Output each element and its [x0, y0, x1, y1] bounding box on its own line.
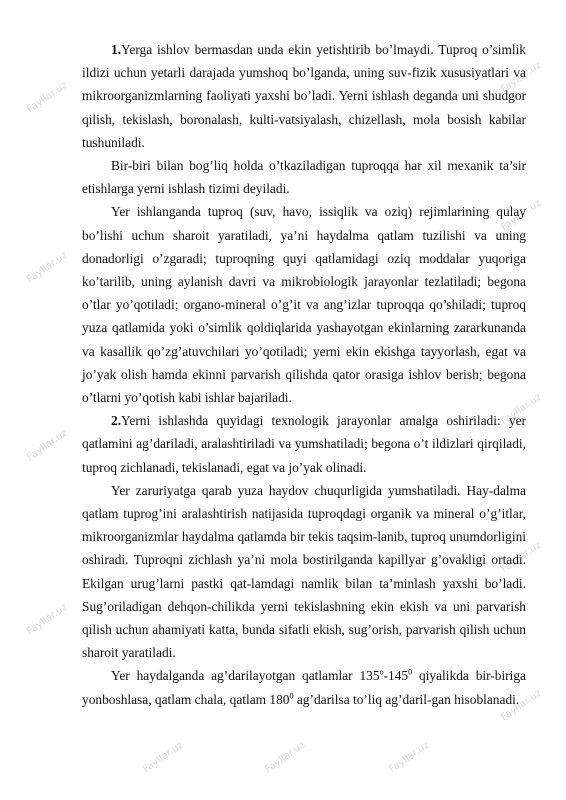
paragraph-text: qiyalikda bir-biriga yonboshlasa, qatlam chala, qatlam 180 — [82, 668, 527, 707]
watermark: Fayllar.uz — [499, 391, 544, 428]
watermark: Fayllar.uz — [499, 539, 544, 576]
degree-superscript: 0 — [289, 691, 294, 701]
degree-superscript: 0 — [408, 668, 413, 678]
paragraph-text: Yerga ishlov bermasdan unda ekin yetishtirib bo’lmaydi. Tuproq o’simlik ildizi uchun yetarli darajada yumshoq bo’lganda, uning suv-fizik xususiyatlari va mikroorganizmlarning faoliyati yaxshi bo’ladi. Yerni ishlash deganda uni shudgor qilish, tekislash, boronalash, kulti-vatsiyalash, chizellash, mola bosish kabilar tushuniladi. — [82, 42, 526, 150]
paragraph-2 — [82, 154, 526, 200]
paragraph-5 — [82, 479, 526, 665]
watermark: Fayllar.uz — [25, 601, 70, 638]
watermark: Fayllar.uz — [499, 59, 544, 96]
document-body — [82, 38, 526, 711]
paragraph-4 — [82, 409, 526, 479]
paragraph-text: Yer zaruriyatga qarab yuza haydov chuqurligida yumshatiladi. Hay-dalma qatlam tuprog’ini aralashtirish natijasida tuproqdagi organik va mineral o’g’itlar, mikroorganizmlar haydalma qatlamda bir tekis taqsim-lanib, tuproq unumdorligini oshiradi. Tuproqni zichlash ya’ni mola bostirilganda kapillyar g’ovakligi ortadi. Ekilgan urug’larni pastki qat-lamdagi namlik bilan ta’minlash yaxshi bo’ladi. Sug’oriladigan dehqon-chilikda yerni tekislashning ekin ekish va uni parvarish qilish uchun ahamiyati katta, bunda sifatli ekish, sug’orish, parvarish qilish uchun sharoit yaratiladi. — [82, 482, 526, 661]
degree-superscript: o — [379, 668, 384, 678]
paragraph-text: Yer haydalganda ag’darilayotgan qatlamlar 135 — [111, 668, 380, 684]
watermark: Fayllar.uz — [25, 249, 70, 286]
watermark: Fayllar.uz — [25, 427, 70, 464]
watermark: Fayllar.uz — [25, 79, 70, 116]
paragraph-6 — [82, 664, 526, 710]
watermark: Fayllar.uz — [263, 739, 308, 776]
paragraph-1 — [82, 38, 526, 154]
watermark: Fayllar.uz — [141, 739, 186, 776]
paragraph-text: Yerni ishlashda quyidagi texnologik jarayonlar amalga oshiriladi: yer qatlamini ag’dariladi, aralashtiriladi va yumshatiladi; begona o’t ildizlari qirqiladi, tuproq zichlanadi, tekislanadi, egat va jo’yak olinadi. — [82, 413, 526, 475]
section-number: 2. — [111, 413, 122, 429]
paragraph-text: Bir-biri bilan bog’liq holda o’tkaziladigan tuproqqa har xil mexanik ta’sir etishlarga yerni ishlash tizimi deyiladi. — [82, 158, 526, 197]
paragraph-3 — [82, 200, 526, 409]
watermark: Fayllar.uz — [387, 739, 432, 776]
watermark: Fayllar.uz — [499, 687, 544, 724]
paragraph-text: -145 — [383, 668, 409, 684]
watermark: Fayllar.uz — [499, 197, 544, 234]
paragraph-text: Yer ishlanganda tuproq (suv, havo, issiqlik va oziq) rejimlarining qulay bo’lishi uchun sharoit yaratiladi, ya’ni haydalma qatlam tuzilishi va uning donadorligi o’zgaradi; tuproqning quyi qatlamidagi oziq moddalar yuqoriga ko’tarilib, uning aylanish davri va mikrobiologik jarayonlar tezlatiladi; begona o’tlar yo’qotiladi; organo-mineral o’g’it va ang’izlar tuproqqa qo’shiladi; tuproq yuza qatlamida yoki o’simlik qoldiqlarida yashayotgan ekinlarning zararkunanda va kasallik qo’zg’atuvchilari yo’qotiladi; yerni ekin ekishga tayyorlash, egat va jo’yak olish hamda ekinni parvarish qilishda qator orasiga ishlov berish; begona o’tlarni yo’qotish kabi ishlar bajariladi. — [82, 204, 526, 406]
section-number: 1. — [111, 42, 122, 57]
paragraph-text: ag’darilsa to’liq ag’daril-gan hisoblanadi. — [293, 691, 520, 707]
